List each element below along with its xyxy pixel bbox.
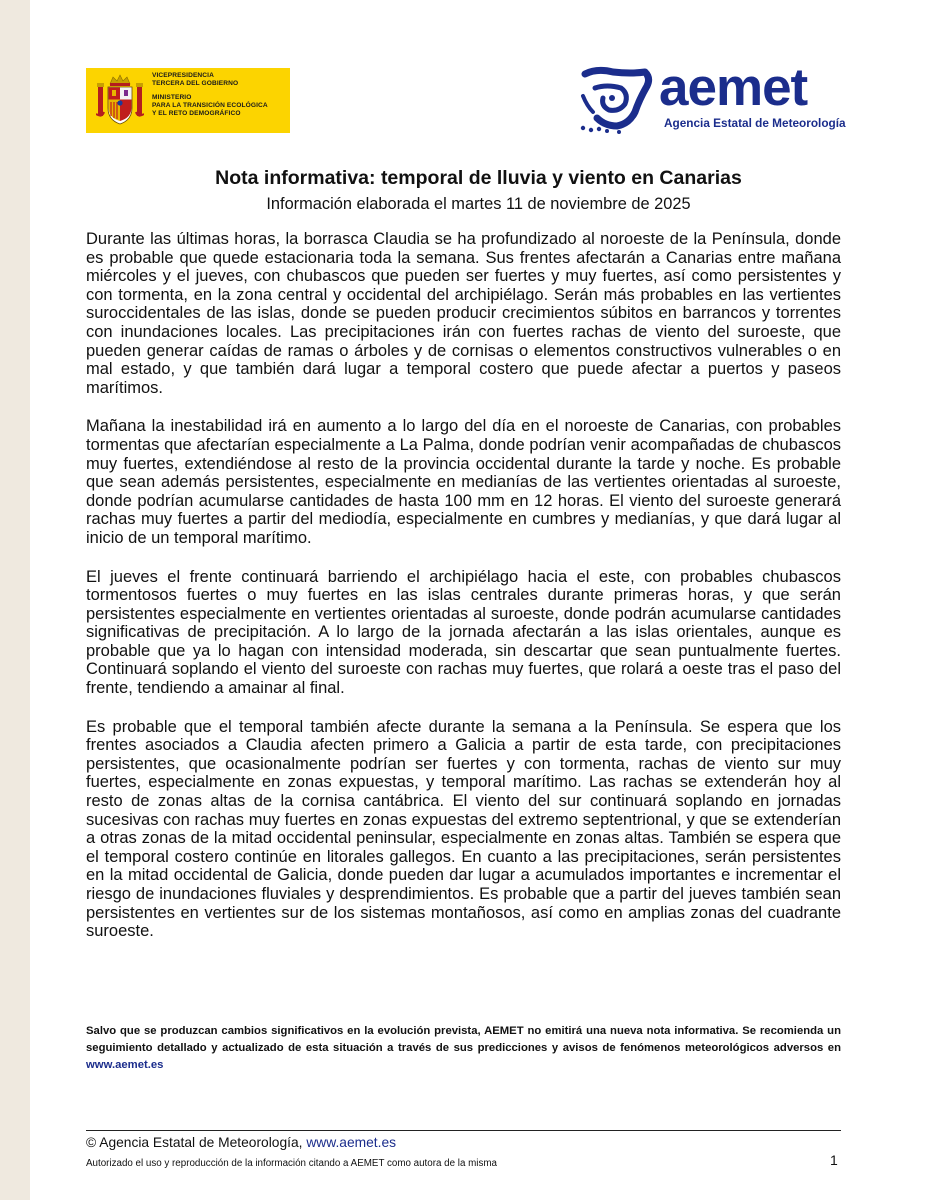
aemet-website-link[interactable]: www.aemet.es <box>86 1059 164 1072</box>
aemet-map-icon <box>579 66 659 134</box>
closing-note-text: Salvo que se produzcan cambios significativos en la evolución prevista, AEMET no emitirá una nueva nota informativa. Se recomienda un seguimiento detallado y actualizado de esta situación a través de sus predicciones y avisos de fenómenos meteorológicos adversos en <box>86 1025 841 1055</box>
document-subtitle: Información elaborada el martes 11 de noviembre de 2025 <box>266 195 691 213</box>
paragraph-2: Mañana la inestabilidad irá en aumento a lo largo del día en el noroeste de Canarias, con probables tormentas que afectarían especialmente a La Palma, donde podrían venir acompañadas de chubascos muy fuertes, extendiéndose al resto de la provincia occidental durante la tarde y noche. Es probable que sean además persistentes, especialmente en medianías de las vertientes orientadas al suroeste, donde podrían acumularse cantidades de hasta 100 mm en 12 horas. El viento del suroeste generará rachas muy fuertes a partir del mediodía, especialmente en cumbres y medianías, y que dará lugar al inicio de un temporal marítimo. <box>86 417 841 547</box>
footer-copyright <box>86 1135 396 1150</box>
coat-of-arms-icon <box>96 74 144 127</box>
document-page <box>30 0 927 1200</box>
paragraph-3: El jueves el frente continuará barriendo el archipiélago hacia el este, con probables chubascos tormentosos fuertes o muy fuertes en las islas centrales durante primeras horas, y que serán persistentes especialmente en vertientes orientadas al suroeste, donde podrán acumularse cantidades significativas de precipitación. A lo largo de la jornada afectarán a las islas orientales, aunque es probable que ya lo hagan con intensidad moderada, sin descartar que sean puntualmente fuertes. Continuará soplando el viento del suroeste con rachas muy fuertes, que rolará a oeste tras el paso del frente, tendiendo a amainar al final. <box>86 567 841 698</box>
closing-note <box>86 1023 841 1075</box>
document-body <box>86 230 841 961</box>
footer-divider <box>86 1130 841 1131</box>
aemet-agency-name: Agencia Estatal de Meteorología <box>664 116 846 130</box>
footer-website-link[interactable]: www.aemet.es <box>306 1135 397 1150</box>
footer-authorization: Autorizado el uso y reproducción de la información citando a AEMET como autora de la misma <box>86 1158 497 1169</box>
aemet-logo <box>579 58 846 136</box>
government-logo-text: VICEPRESIDENCIA TERCERA DEL GOBIERNO MINISTERIO PARA LA TRANSICIÓN ECOLÓGICA Y EL RETO DEMOGRÁFICO <box>152 72 268 118</box>
aemet-wordmark: aemet <box>659 58 808 117</box>
page-number: 1 <box>830 1152 838 1168</box>
government-logo <box>86 68 290 133</box>
document-title: Nota informativa: temporal de lluvia y viento en Canarias <box>215 167 742 189</box>
paragraph-1: Durante las últimas horas, la borrasca Claudia se ha profundizado al noroeste de la Península, donde es probable que quede estacionaria toda la semana. Sus frentes afectarán a Canarias entre mañana miércoles y el jueves, con chubascos que pueden ser fuertes y muy fuertes, así como persistentes y con tormenta, en la zona central y occidental del archipiélago. Serán más probables en las vertientes suroccidentales de las islas, donde se pueden producir crecimientos súbitos en barrancos y torrentes con inundaciones locales. Las precipitaciones irán con fuertes rachas de viento del suroeste, que pueden generar caídas de ramas o árboles y de cornisas o elementos constructivos vulnerables o en mal estado, y que también dará lugar a temporal costero que puede afectar a puertos y paseos marítimos. <box>86 230 841 397</box>
copyright-text: © Agencia Estatal de Meteorología, <box>86 1135 307 1150</box>
paragraph-4: Es probable que el temporal también afecte durante la semana a la Península. Se espera que los frentes asociados a Claudia afecten primero a Galicia a partir de esta tarde, con precipitaciones persistentes, que ocasionalmente podrían ser fuertes y con tormenta, rachas de viento sur muy fuertes, especialmente en zonas expuestas, y temporal marítimo. Las rachas se extenderán hoy al resto de zonas altas de la cornisa cantábrica. El viento del sur continuará soplando en jornadas sucesivas con rachas muy fuertes en zonas expuestas del extremo septentrional, y que se extenderían a otras zonas de la mitad occidental peninsular, especialmente en zonas altas. También se espera que el temporal costero continúe en litorales gallegos. En cuanto a las precipitaciones, serán persistentes en la mitad occidental de Galicia, donde pueden dar lugar a acumulados importantes e incrementar el riesgo de inundaciones fluviales y desprendimientos. Es probable que a partir del jueves también sean persistentes en vertientes sur de los sistemas montañosos, así como en amplias zonas del cuadrante suroeste. <box>86 717 841 941</box>
